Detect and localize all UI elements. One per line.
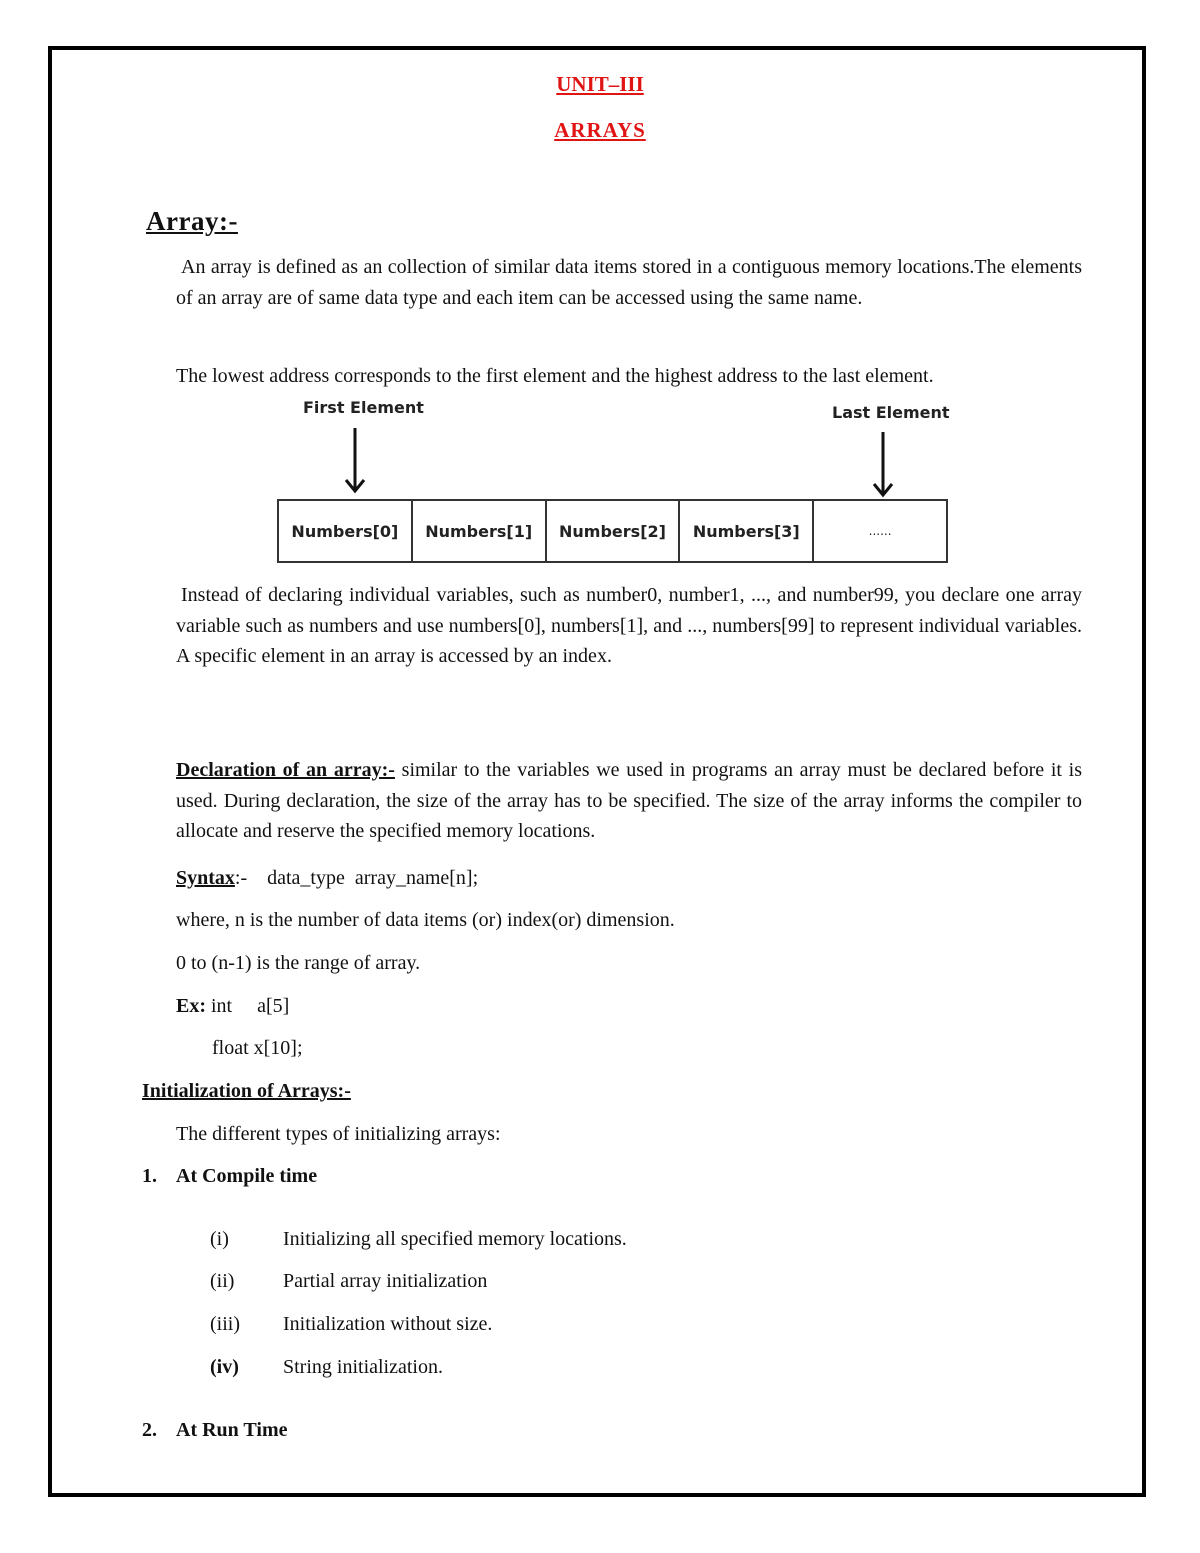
- address-note: The lowest address corresponds to the first element and the highest address to the last element.: [176, 365, 934, 387]
- array-cell-ellipsis: ......: [868, 524, 892, 538]
- initialization-heading: Initialization of Arrays:-: [142, 1080, 351, 1102]
- example-label: Ex:: [176, 995, 206, 1017]
- example-line: [176, 992, 289, 1020]
- declaration-heading: Declaration of an array:-: [176, 759, 395, 781]
- list-item-number: (iv): [210, 1356, 239, 1378]
- declaration-text: similar to the variables we used in programs an array must be declared before it is used. During declaration, the size of the array has to be specified. The size of the array informs the compiler to allocate and reserve the specified memory locations.: [176, 759, 1083, 842]
- array-explanation: Instead of declaring individual variables, such as number0, number1, ..., and number99, you declare one array variable such as numbers and use numbers[0], numbers[1], and ..., numbers[99] to represent individual variables. A specific element in an array is accessed by an index.: [176, 584, 1082, 667]
- array-definition: An array is defined as an collection of similar data items stored in a contiguous memory locations.The elements of an array are of same data type and each item can be accessed using the same name.: [176, 256, 1082, 309]
- syntax-line: [176, 864, 478, 892]
- run-time-number: 2.: [142, 1419, 157, 1441]
- list-item-text: Initialization without size.: [283, 1313, 493, 1335]
- where-line: where, n is the number of data items (or) index(or) dimension.: [176, 909, 675, 931]
- list-item-text: Initializing all specified memory locations.: [283, 1228, 627, 1250]
- array-heading: Array:-: [146, 206, 238, 236]
- list-item-number: (iii): [210, 1313, 240, 1335]
- list-item-number: (i): [210, 1228, 229, 1250]
- array-cell: Numbers[2]: [547, 501, 681, 561]
- unit-title: UNIT–III: [556, 72, 644, 96]
- syntax-text: :- data_type array_name[n];: [234, 867, 479, 889]
- list-item-text: String initialization.: [283, 1356, 443, 1378]
- first-element-label: First Element: [303, 398, 424, 417]
- array-cells: [277, 499, 948, 563]
- example-float: float x[10];: [212, 1037, 303, 1059]
- initialization-intro: The different types of initializing arrays:: [176, 1123, 501, 1145]
- compile-time-title: At Compile time: [176, 1165, 318, 1187]
- declaration-paragraph: [176, 755, 1082, 847]
- last-element-label: Last Element: [832, 403, 950, 422]
- list-item-text: Partial array initialization: [283, 1270, 488, 1292]
- range-line: 0 to (n-1) is the range of array.: [176, 952, 421, 974]
- list-item-number: (ii): [210, 1270, 235, 1292]
- example-int: int a[5]: [206, 995, 290, 1017]
- last-element-arrow: [871, 432, 895, 498]
- compile-time-number: 1.: [142, 1165, 157, 1187]
- syntax-label: Syntax: [176, 867, 235, 889]
- topic-title: ARRAYS: [554, 118, 646, 142]
- first-element-arrow: [343, 428, 367, 494]
- array-cell: Numbers[0]: [279, 501, 413, 561]
- array-cell: Numbers[1]: [413, 501, 547, 561]
- array-cell: Numbers[3]: [680, 501, 814, 561]
- run-time-title: At Run Time: [176, 1419, 288, 1441]
